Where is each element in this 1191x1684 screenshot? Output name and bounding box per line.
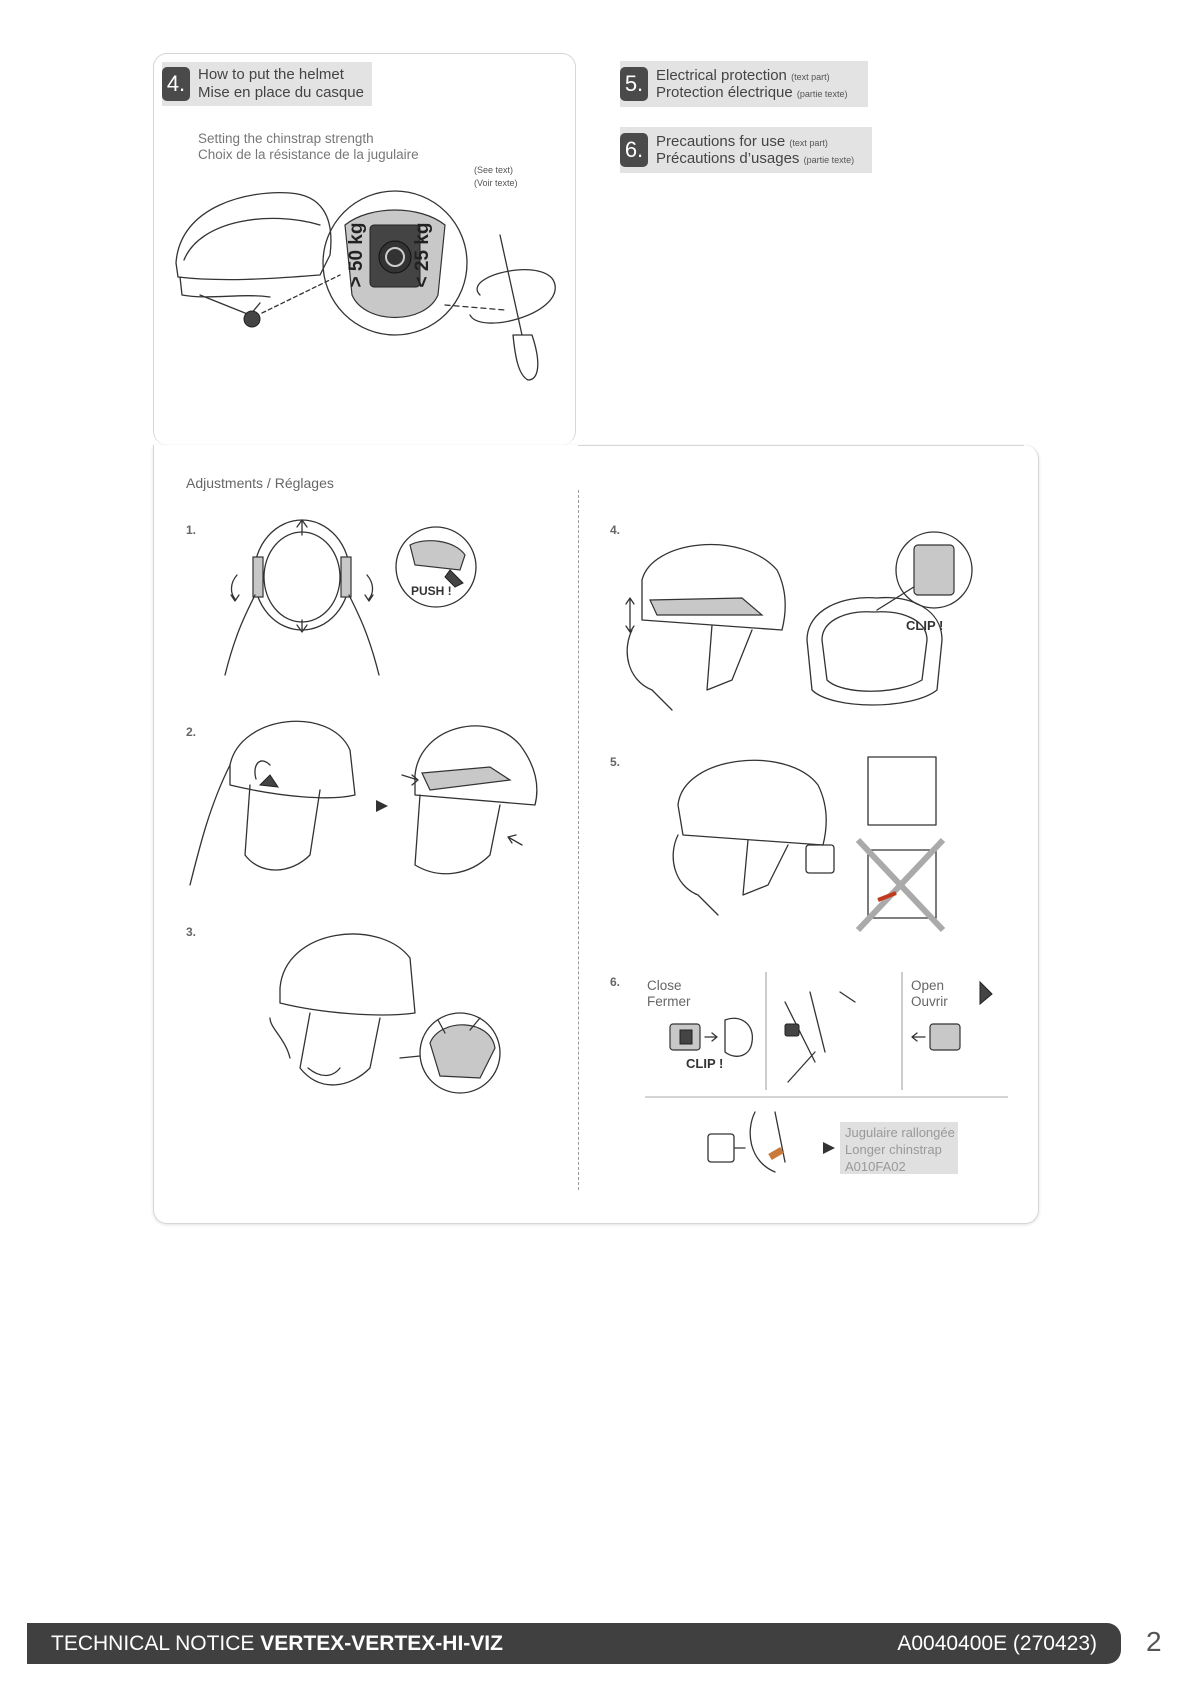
longer-chinstrap-ref: A010FA02	[845, 1159, 906, 1174]
strength-low-label: < 25 kg	[412, 222, 433, 288]
adjustments-title: Adjustments / Réglages	[186, 475, 334, 491]
clip-label-step6: CLIP !	[686, 1056, 724, 1071]
section-6-note-en: (text part)	[789, 138, 828, 148]
section-5-number: 5.	[620, 67, 648, 101]
step-1-illustration	[225, 515, 485, 680]
section-6-title-en-text: Precautions for use	[656, 133, 786, 150]
step-5-label: 5.	[610, 755, 621, 769]
step-2-label: 2.	[186, 725, 197, 739]
section-6-title-fr-text: Précautions d’usages	[656, 150, 800, 167]
step-5-illustration	[668, 745, 948, 925]
section-4-header	[162, 62, 372, 106]
section-4-number: 4.	[162, 67, 190, 101]
section-5-header	[620, 61, 868, 107]
footer-prefix: TECHNICAL NOTICE	[51, 1632, 261, 1655]
clip-label-step4: CLIP !	[906, 618, 944, 633]
longer-chinstrap-fr: Jugulaire rallongée	[845, 1125, 955, 1140]
open-label-en: Open	[911, 978, 945, 993]
step-6-label: 6.	[610, 975, 621, 989]
section-5-title-en	[656, 67, 830, 84]
section-6-title-en	[656, 133, 828, 150]
step-2-arrow-icon	[376, 800, 388, 812]
section-4-title-en: How to put the helmet	[198, 66, 344, 83]
section-5-note-fr: (partie texte)	[796, 89, 848, 99]
footer-title	[51, 1632, 503, 1656]
open-label-fr: Ouvrir	[911, 994, 948, 1009]
column-divider	[578, 490, 579, 1190]
step-1-label: 1.	[186, 523, 197, 537]
close-label-en: Close	[647, 978, 682, 993]
footer-bar	[27, 1623, 1121, 1664]
longer-chinstrap-en: Longer chinstrap	[845, 1142, 942, 1157]
footer-reference: A0040400E (270423)	[897, 1632, 1097, 1655]
section-6-title-fr	[656, 150, 854, 167]
step-6-arrow-icon	[823, 1142, 835, 1154]
step-4-label: 4.	[610, 523, 621, 537]
adjustments-panel-top-edge	[578, 445, 1024, 446]
step-2-illustration	[190, 705, 550, 895]
close-label-fr: Fermer	[647, 994, 691, 1009]
section-6-number: 6.	[620, 133, 648, 167]
section-5-title-en-text: Electrical protection	[656, 67, 787, 84]
step-6-illustration	[640, 972, 1015, 1202]
footer-product: VERTEX-VERTEX-HI-VIZ	[260, 1632, 503, 1655]
chinstrap-title-en: Setting the chinstrap strength	[198, 131, 374, 146]
see-text-en: (See text)	[474, 165, 514, 175]
chinstrap-strength-illustration	[170, 185, 570, 390]
page-number: 2	[1146, 1626, 1162, 1657]
section-5-title-fr	[656, 84, 847, 101]
step-3-label: 3.	[186, 925, 197, 939]
section-6-header	[620, 127, 872, 173]
section-4-title-fr: Mise en place du casque	[198, 84, 364, 101]
step-3-illustration	[270, 918, 510, 1098]
see-text-fr: (Voir texte)	[474, 178, 518, 188]
section-5-note-en: (text part)	[791, 72, 830, 82]
section-6-note-fr: (partie texte)	[803, 155, 855, 165]
step-4-illustration	[612, 530, 992, 720]
section-5-title-fr-text: Protection électrique	[656, 84, 793, 101]
strength-high-label: > 50 kg	[346, 222, 367, 288]
chinstrap-title-fr: Choix de la résistance de la jugulaire	[198, 147, 419, 162]
push-label: PUSH !	[411, 584, 452, 598]
